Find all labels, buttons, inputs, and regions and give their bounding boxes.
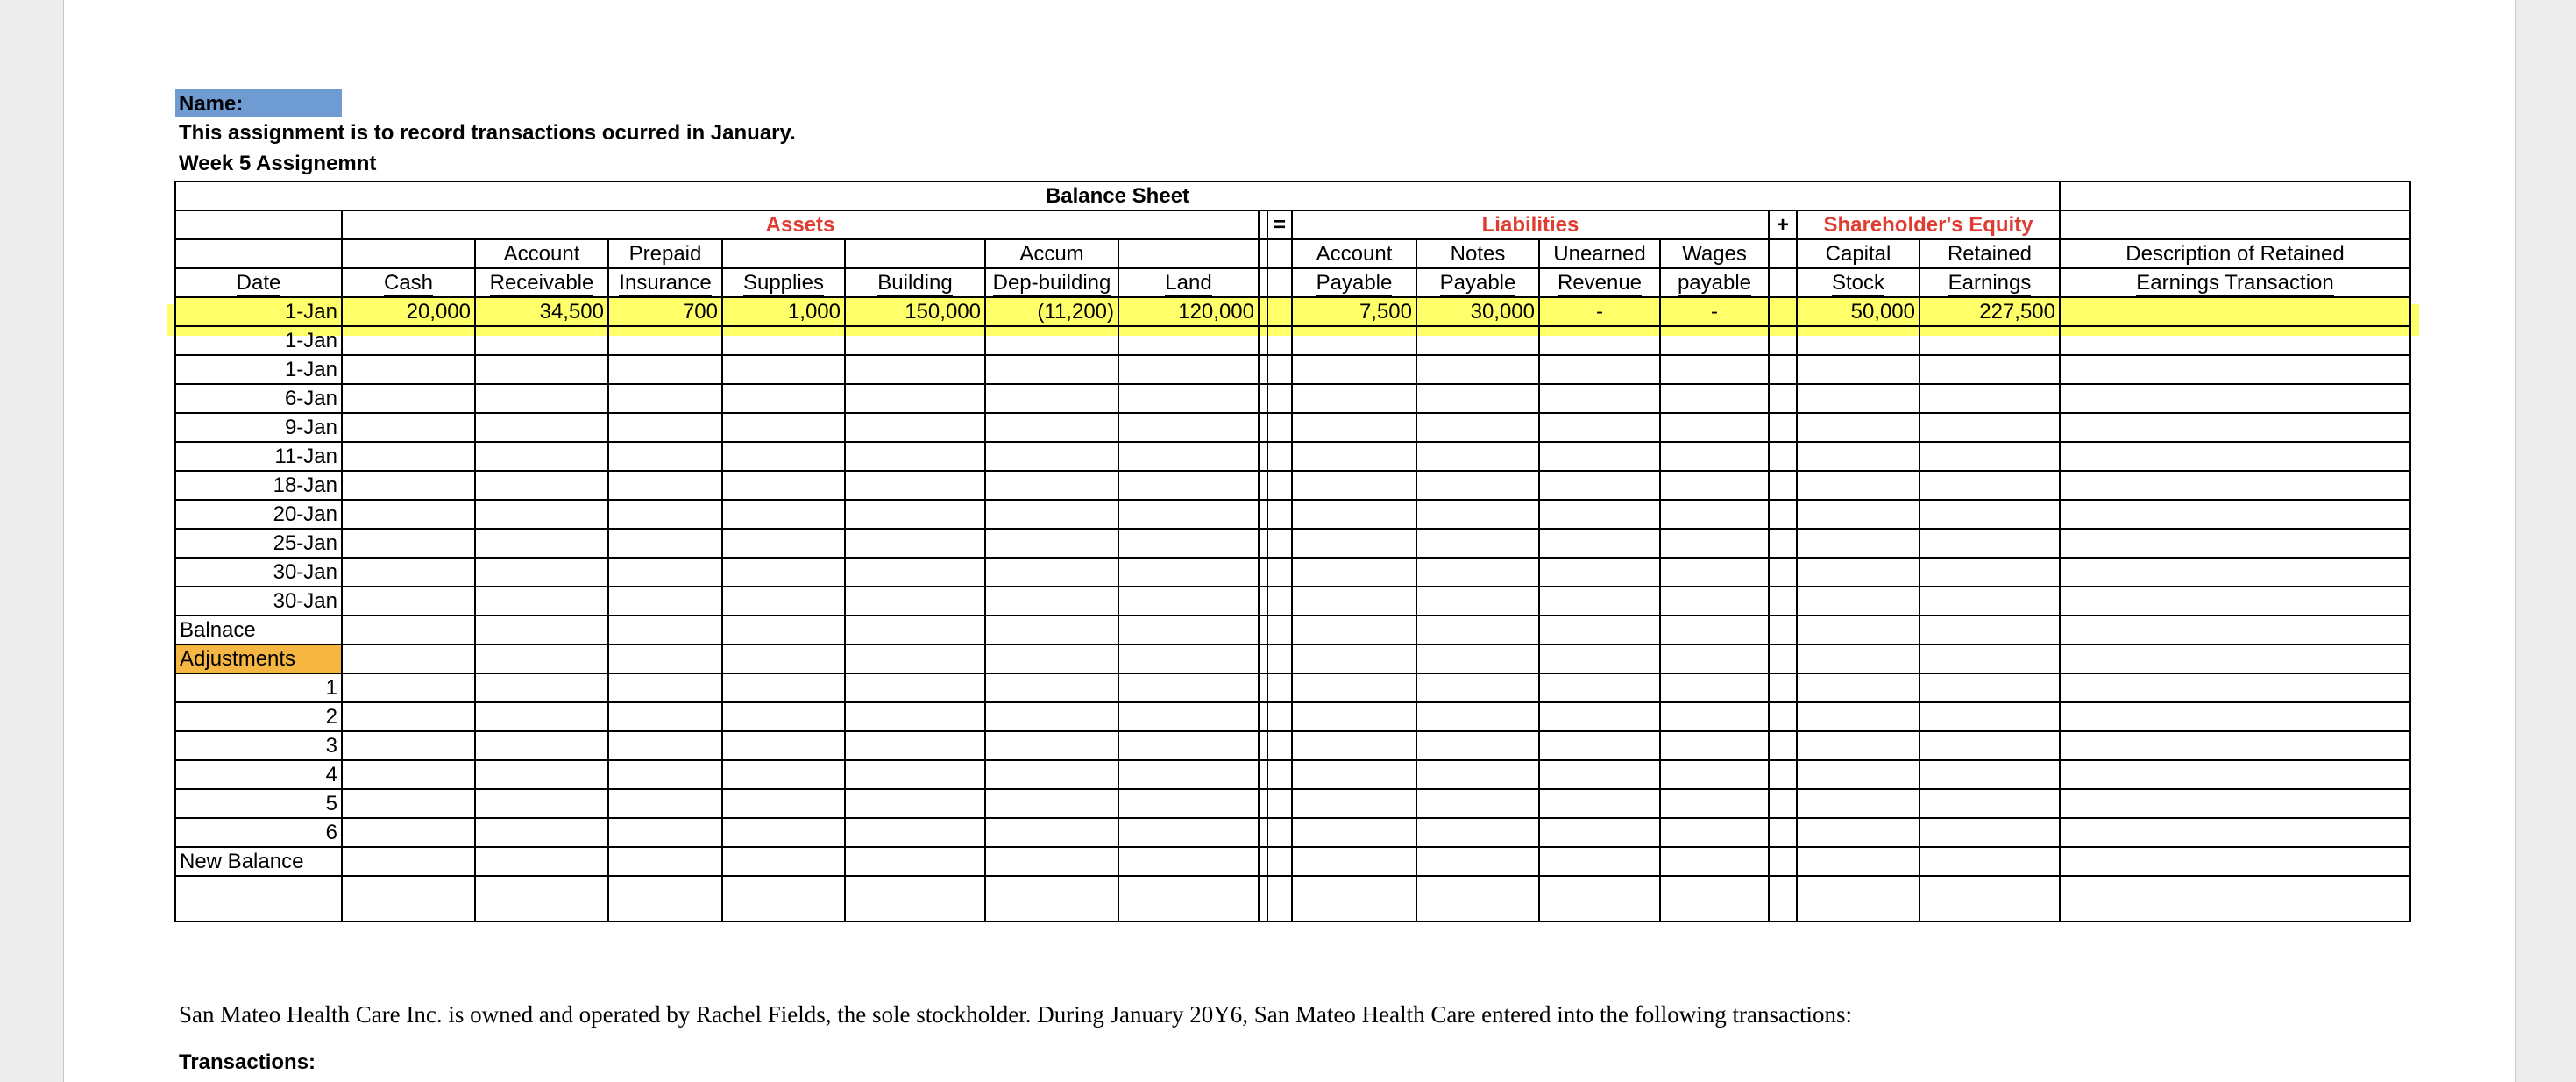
adjustment-number[interactable]: 5 bbox=[175, 789, 342, 818]
adjustment-row bbox=[175, 789, 2410, 818]
col-land: Land bbox=[1118, 268, 1259, 297]
transaction-date[interactable]: 25-Jan bbox=[175, 529, 342, 558]
col-notes-top: Notes bbox=[1416, 239, 1539, 268]
title-row bbox=[175, 182, 2410, 210]
col-desc: Earnings Transaction bbox=[2060, 268, 2410, 297]
equity-heading: Shareholder's Equity bbox=[1797, 210, 2060, 239]
narrative-text: San Mateo Health Care Inc. is owned and operated by Rachel Fields, the sole stockholder. During January 20Y6, San Mateo Health Care entered into the following transactions: bbox=[179, 1001, 1852, 1028]
transaction-date[interactable]: 30-Jan bbox=[175, 558, 342, 587]
transaction-date[interactable]: 18-Jan bbox=[175, 471, 342, 500]
col-wages: payable bbox=[1660, 268, 1769, 297]
col-unearned-top: Unearned bbox=[1539, 239, 1660, 268]
col-prepaid-top: Prepaid bbox=[608, 239, 722, 268]
transaction-row bbox=[175, 500, 2410, 529]
adjustment-row bbox=[175, 731, 2410, 760]
transaction-row bbox=[175, 529, 2410, 558]
transaction-date[interactable]: 9-Jan bbox=[175, 413, 342, 442]
opening-receivable[interactable]: 34,500 bbox=[475, 297, 608, 326]
new-balance-label: New Balance bbox=[175, 847, 342, 876]
transaction-date[interactable]: 11-Jan bbox=[175, 442, 342, 471]
col-desc-top: Description of Retained bbox=[2060, 239, 2410, 268]
adjustment-number[interactable]: 1 bbox=[175, 673, 342, 702]
transaction-row bbox=[175, 355, 2410, 384]
plus-sign: + bbox=[1769, 210, 1797, 239]
adjustments-label: Adjustments bbox=[175, 644, 342, 673]
opening-capital[interactable]: 50,000 bbox=[1797, 297, 1920, 326]
transaction-date[interactable]: 6-Jan bbox=[175, 384, 342, 413]
adjustment-number[interactable]: 2 bbox=[175, 702, 342, 731]
transaction-row bbox=[175, 413, 2410, 442]
adjustments-header-row bbox=[175, 644, 2410, 673]
adjustment-number[interactable]: 6 bbox=[175, 818, 342, 847]
opening-wages[interactable]: - bbox=[1660, 297, 1769, 326]
opening-cash[interactable]: 20,000 bbox=[342, 297, 475, 326]
col-date: Date bbox=[175, 268, 342, 297]
col-prepaid: Insurance bbox=[608, 268, 722, 297]
adjustment-row bbox=[175, 760, 2410, 789]
col-retained-top: Retained bbox=[1920, 239, 2060, 268]
col-building: Building bbox=[845, 268, 985, 297]
col-unearned: Revenue bbox=[1539, 268, 1660, 297]
blank-row bbox=[175, 876, 2410, 922]
transaction-row bbox=[175, 326, 2410, 355]
opening-desc[interactable] bbox=[2060, 297, 2410, 326]
name-label[interactable]: Name: bbox=[175, 89, 342, 117]
col-supplies: Supplies bbox=[722, 268, 845, 297]
col-acct-payable: Payable bbox=[1292, 268, 1416, 297]
adjustment-row bbox=[175, 673, 2410, 702]
col-receivable: Receivable bbox=[475, 268, 608, 297]
adjustment-number[interactable]: 4 bbox=[175, 760, 342, 789]
balance-row bbox=[175, 616, 2410, 644]
col-retained: Earnings bbox=[1920, 268, 2060, 297]
transaction-row bbox=[175, 471, 2410, 500]
week-title: Week 5 Assignemnt bbox=[179, 152, 377, 175]
transaction-row bbox=[175, 442, 2410, 471]
transaction-date[interactable]: 1-Jan bbox=[175, 355, 342, 384]
col-wages-top: Wages bbox=[1660, 239, 1769, 268]
equals-sign: = bbox=[1267, 210, 1292, 239]
col-capital: Stock bbox=[1797, 268, 1920, 297]
transaction-date[interactable]: 1-Jan bbox=[175, 326, 342, 355]
opening-land[interactable]: 120,000 bbox=[1118, 297, 1259, 326]
intro-text: This assignment is to record transactions ocurred in January. bbox=[179, 121, 796, 145]
balance-label: Balnace bbox=[175, 616, 342, 644]
adjustment-row bbox=[175, 702, 2410, 731]
adjustment-number[interactable]: 3 bbox=[175, 731, 342, 760]
transaction-date[interactable]: 30-Jan bbox=[175, 587, 342, 616]
column-header-top-row bbox=[175, 239, 2410, 268]
new-balance-row bbox=[175, 847, 2410, 876]
liabilities-heading: Liabilities bbox=[1292, 210, 1769, 239]
opening-prepaid[interactable]: 700 bbox=[608, 297, 722, 326]
assets-heading: Assets bbox=[342, 210, 1259, 239]
opening-unearned[interactable]: - bbox=[1539, 297, 1660, 326]
opening-accum[interactable]: (11,200) bbox=[985, 297, 1118, 326]
balance-sheet-title: Balance Sheet bbox=[175, 182, 2060, 210]
col-acct-payable-top: Account bbox=[1292, 239, 1416, 268]
col-accum: Dep-building bbox=[985, 268, 1118, 297]
balance-sheet-table bbox=[174, 181, 2411, 922]
col-capital-top: Capital bbox=[1797, 239, 1920, 268]
transaction-row bbox=[175, 384, 2410, 413]
opening-date[interactable]: 1-Jan bbox=[175, 297, 342, 326]
group-row bbox=[175, 210, 2410, 239]
opening-notes[interactable]: 30,000 bbox=[1416, 297, 1539, 326]
adjustment-row bbox=[175, 818, 2410, 847]
transaction-row bbox=[175, 587, 2410, 616]
col-accum-top: Accum bbox=[985, 239, 1118, 268]
opening-acct-payable[interactable]: 7,500 bbox=[1292, 297, 1416, 326]
opening-building[interactable]: 150,000 bbox=[845, 297, 985, 326]
transaction-row bbox=[175, 558, 2410, 587]
col-receivable-top: Account bbox=[475, 239, 608, 268]
transactions-heading: Transactions: bbox=[179, 1050, 316, 1074]
opening-balance-row bbox=[175, 297, 2410, 326]
col-cash: Cash bbox=[342, 268, 475, 297]
column-header-bottom-row bbox=[175, 268, 2410, 297]
transaction-date[interactable]: 20-Jan bbox=[175, 500, 342, 529]
opening-retained[interactable]: 227,500 bbox=[1920, 297, 2060, 326]
opening-supplies[interactable]: 1,000 bbox=[722, 297, 845, 326]
col-notes: Payable bbox=[1416, 268, 1539, 297]
